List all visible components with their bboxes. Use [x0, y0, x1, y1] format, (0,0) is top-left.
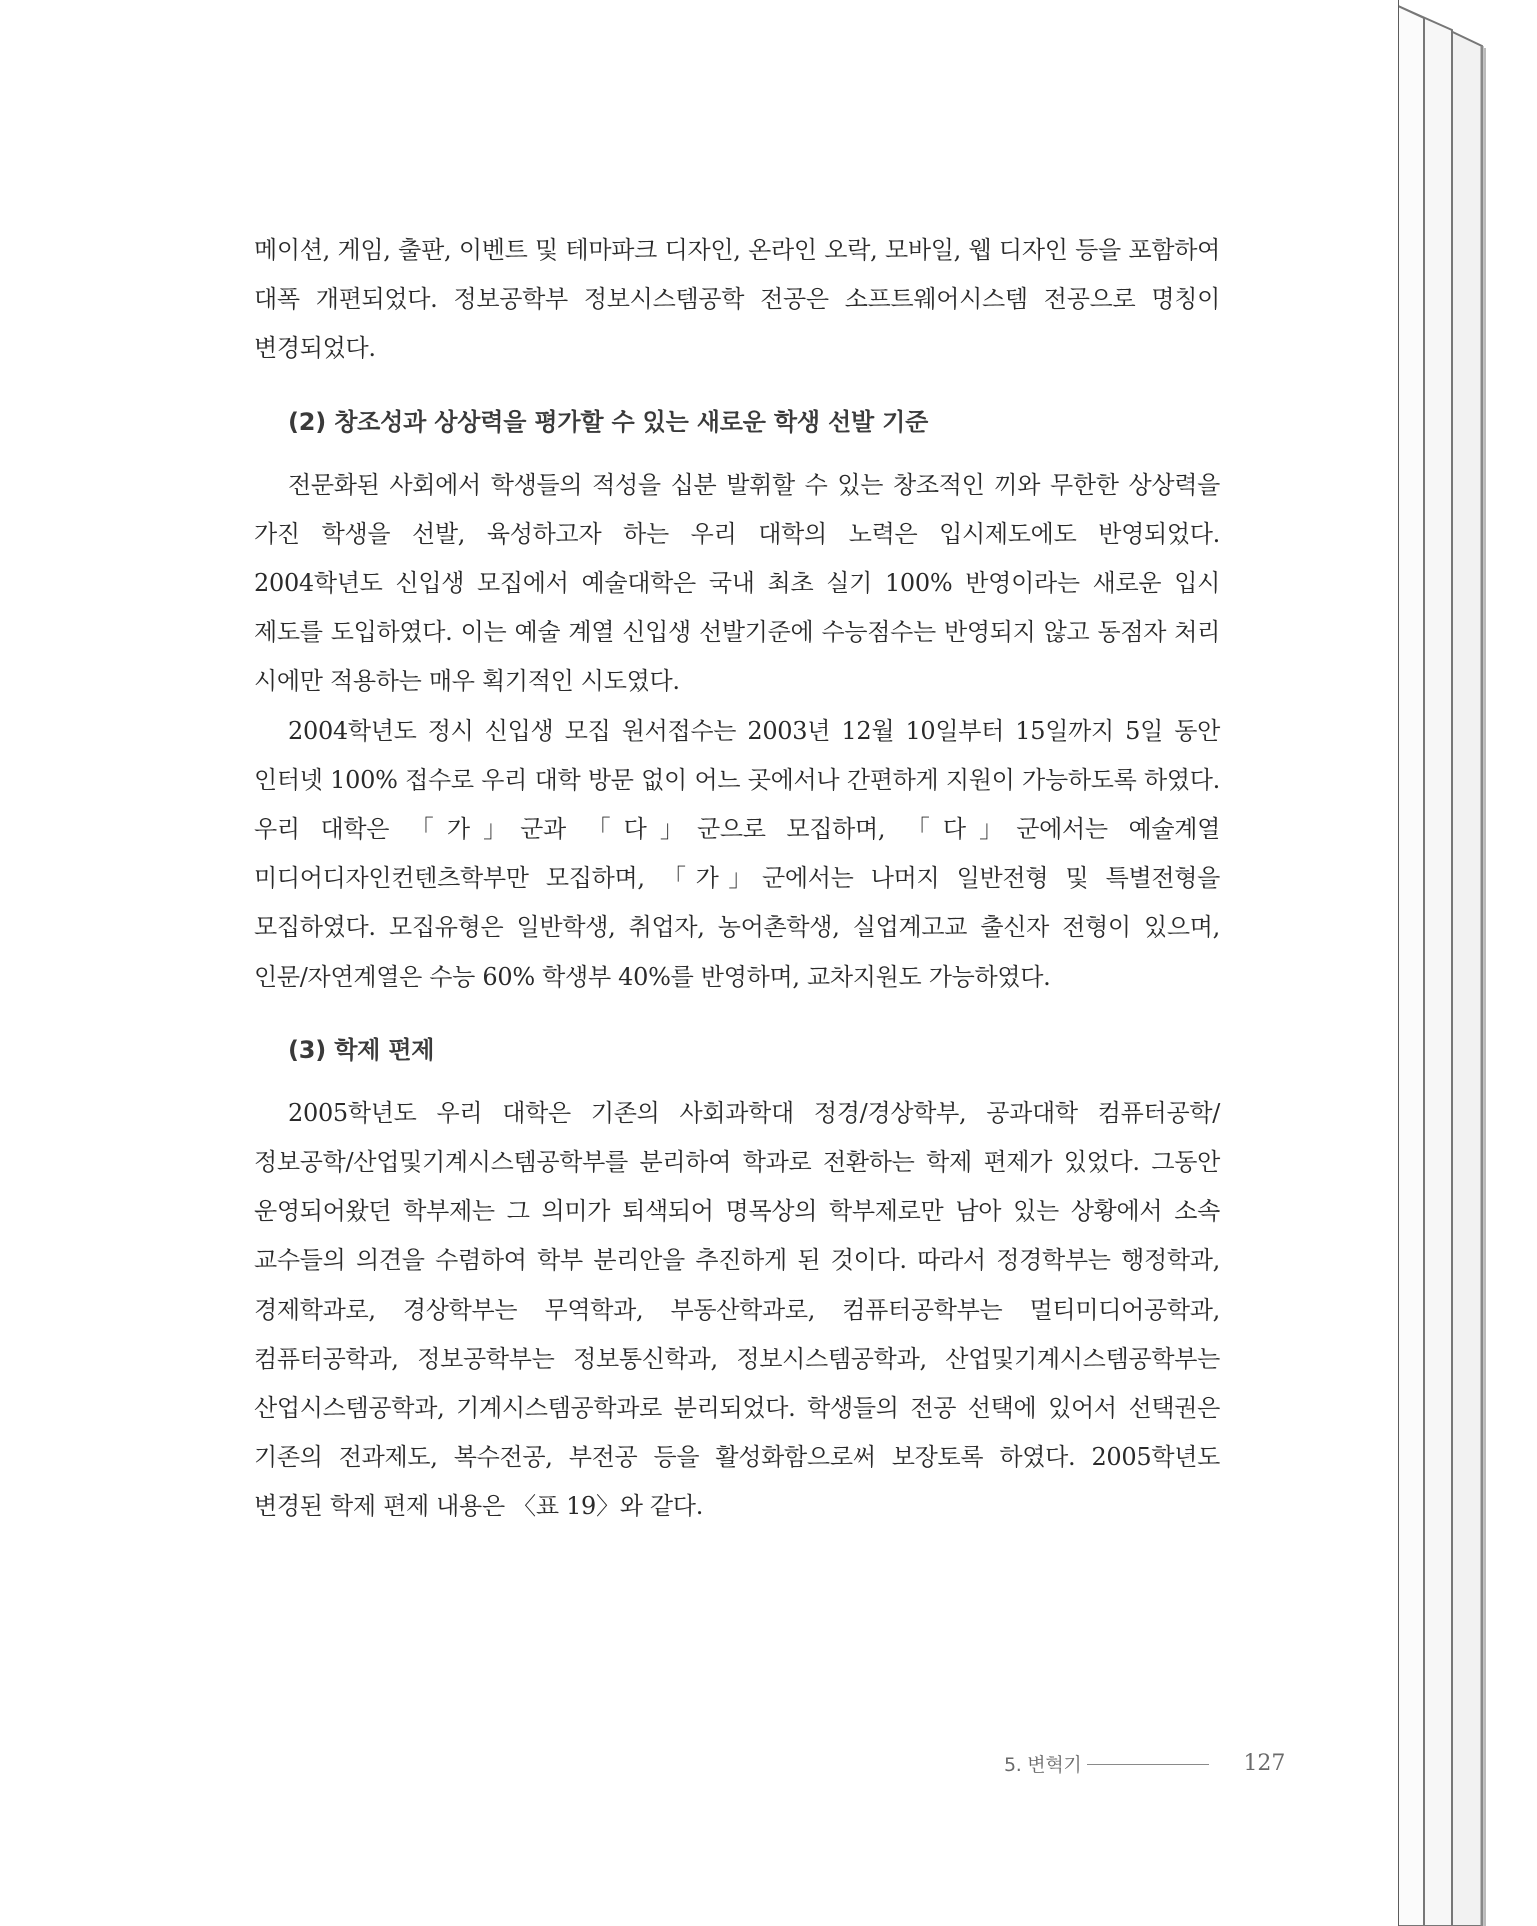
- paragraph-continued: 메이션, 게임, 출판, 이벤트 및 테마파크 디자인, 온라인 오락, 모바일, 웹 디자인 등을 포함하여 대폭 개편되었다. 정보공학부 정보시스템공학 전공은 소프트웨어시스템 전공으로 명칭이 변경되었다.: [254, 236, 1220, 363]
- section-2-paragraph-2: 2004학년도 정시 신입생 모집 원서접수는 2003년 12월 10일부터 15일까지 5일 동안 인터넷 100% 접수로 우리 대학 방문 없이 어느 곳에서나 간편하게 지원이 가능하도록 하였다. 우리 대학은 「가」군과 「다」군으로 모집하며, 「다」군에서는 예술계열 미디어디자인컨텐츠학부만 모집하며, 「가」군에서는 나머지 일반전형 및 특별전형을 모집하였다. 모집유형은 일반학생, 취업자, 농어촌학생, 실업계고교 출신자 전형이 있으며, 인문/자연계열은 수능 60% 학생부 40%를 반영하며, 교차지원도 가능하였다.: [254, 716, 1220, 991]
- section-2-paragraph-1: 전문화된 사회에서 학생들의 적성을 십분 발휘할 수 있는 창조적인 끼와 무한한 상상력을 가진 학생을 선발, 육성하고자 하는 우리 대학의 노력은 입시제도에도 반영되었다. 2004학년도 신입생 모집에서 예술대학은 국내 최초 실기 100% 반영이라는 새로운 입시 제도를 도입하였다. 이는 예술 계열 신입생 선발기준에 수능점수는 반영되지 않고 동점자 처리 시에만 적용하는 매우 획기적인 시도였다.: [254, 470, 1220, 696]
- page-content: [254, 226, 1220, 1532]
- footer-rule: [1087, 1764, 1209, 1765]
- section-heading-2: (2) 창조성과 상상력을 평가할 수 있는 새로운 학생 선발 기준: [288, 407, 929, 436]
- page-number: 127: [1243, 1750, 1286, 1776]
- section-heading-3: (3) 학제 편제: [288, 1035, 435, 1064]
- page-footer: [1004, 1748, 1294, 1778]
- section-3-paragraph-1: 2005학년도 우리 대학은 기존의 사회과학대 정경/경상학부, 공과대학 컴퓨터공학/정보공학/산업및기계시스템공학부를 분리하여 학과로 전환하는 학제 편제가 있었다. 그동안 운영되어왔던 학부제는 그 의미가 퇴색되어 명목상의 학부제로만 남아 있는 상황에서 소속 교수들의 의견을 수렴하여 학부 분리안을 추진하게 된 것이다. 따라서 정경학부는 행정학과, 경제학과로, 경상학부는 무역학과, 부동산학과로, 컴퓨터공학부는 멀티미디어공학과, 컴퓨터공학과, 정보공학부는 정보통신학과, 정보시스템공학과, 산업및기계시스템공학부는 산업시스템공학과, 기계시스템공학과로 분리되었다. 학생들의 전공 선택에 있어서 선택권은 기존의 전과제도, 복수전공, 부전공 등을 활성화함으로써 보장토록 하였다. 2005학년도 변경된 학제 편제 내용은 〈표 19〉와 같다.: [254, 1098, 1220, 1521]
- footer-chapter-title: 5. 변혁기: [1004, 1753, 1082, 1776]
